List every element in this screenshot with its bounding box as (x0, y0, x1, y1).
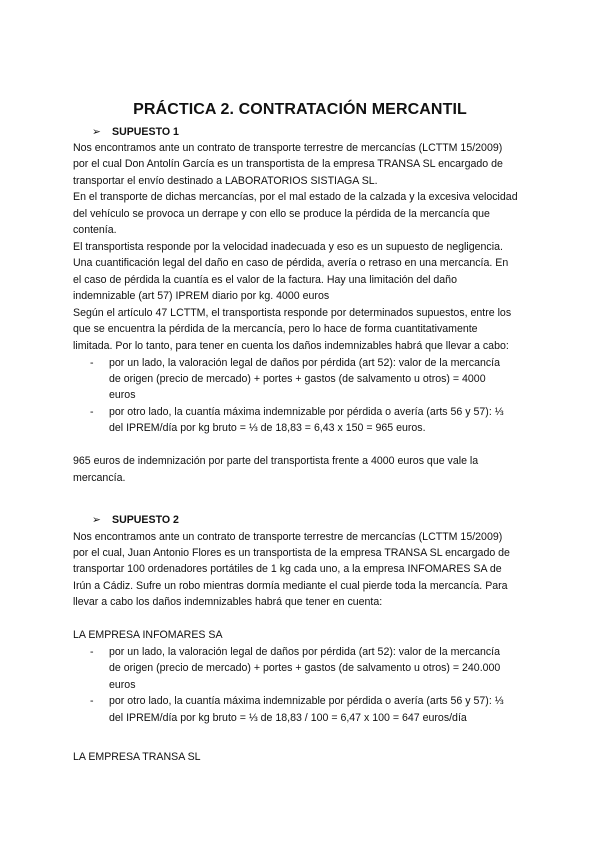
paragraph-line: El transportista responde por la velocidad inadecuada y eso es un supuesto de negligencia. (73, 241, 503, 253)
supuesto-1-heading-text: SUPUESTO 1 (112, 126, 179, 138)
supuesto-2-heading-text: SUPUESTO 2 (112, 514, 179, 526)
bullet-line: por un lado, la valoración legal de daños por pérdida (art 52): valor de la mercancía (109, 646, 501, 658)
paragraph-line: Nos encontramos ante un contrato de transporte terrestre de mercancías (LCTTM 15/2009) (73, 531, 503, 543)
bullet-line: de origen (precio de mercado) + portes + gastos (de salvamento u otros) = 240.000 (109, 662, 501, 674)
paragraph-line: Una cuantificación legal del daño en caso de pérdida, avería o retraso en una mercancía. En (73, 257, 509, 269)
paragraph-line: En el transporte de dichas mercancías, por el mal estado de la calzada y la excesiva velocidad (73, 191, 518, 203)
bullet-line: por otro lado, la cuantía máxima indemnizable por pérdida o avería (arts 56 y 57): ⅓ (109, 695, 504, 707)
bullet-line: euros (109, 679, 136, 691)
bullet-line: del IPREM/día por kg bruto = ⅓ de 18,83 = 6,43 x 150 = 965 euros. (109, 422, 426, 434)
company-heading-transa: LA EMPRESA TRANSA SL (73, 751, 201, 763)
paragraph-line: por el cual Don Antolín García es un transportista de la empresa TRANSA SL encargado de (73, 158, 503, 170)
arrow-bullet-icon: ➢ (92, 514, 101, 526)
paragraph-line: del vehículo se provoca un derrape y con ello se produce la pérdida de la mercancía que (73, 208, 490, 220)
paragraph-line: contenía. (73, 224, 117, 236)
bullet-line: por otro lado, la cuantía máxima indemnizable por pérdida o avería (arts 56 y 57): ⅓ (109, 406, 504, 418)
paragraph-line: limitada. Por lo tanto, para tener en cuenta los daños indemnizables habrá que llevar a cabo: (73, 340, 509, 352)
paragraph-line: indemnizable (art 57) IPREM diario por kg. 4000 euros (73, 290, 330, 302)
dash-bullet: - (90, 646, 94, 658)
dash-bullet: - (90, 695, 94, 707)
bullet-line: euros (109, 389, 136, 401)
paragraph-line: por el cual, Juan Antonio Flores es un transportista de la empresa TRANSA SL encargado de (73, 547, 510, 559)
conclusion-line: mercancía. (73, 472, 126, 484)
paragraph-line: transportar el envío destinado a LABORATORIOS SISTIAGA SL. (73, 175, 378, 187)
paragraph-line: Nos encontramos ante un contrato de transporte terrestre de mercancías (LCTTM 15/2009) (73, 142, 503, 154)
paragraph-line: llevar a cabo los daños indemnizables habrá que tener en cuenta: (73, 596, 383, 608)
bullet-line: por un lado, la valoración legal de daños por pérdida (art 52): valor de la mercancía (109, 357, 501, 369)
conclusion-line: 965 euros de indemnización por parte del transportista frente a 4000 euros que vale la (73, 455, 479, 467)
dash-bullet: - (90, 357, 94, 369)
page-title: PRÁCTICA 2. CONTRATACIÓN MERCANTIL (133, 101, 467, 118)
supuesto-1-heading (92, 125, 179, 139)
paragraph-line: Según el artículo 47 LCTTM, el transportista responde por determinados supuestos, entre los (73, 307, 512, 319)
paragraph-line: Irún a Cádiz. Sufre un robo mientras dormía mediante el cual pierde toda la mercancía. Para (73, 580, 508, 592)
paragraph-line: que se encuentra la pérdida de la mercancía, pero lo hace de forma cuantitativamente (73, 323, 478, 335)
dash-bullet: - (90, 406, 94, 418)
paragraph-line: transportar 100 ordenadores portátiles de 1 kg cada uno, a la empresa INFOMARES SA de (73, 563, 502, 575)
paragraph-line: el caso de pérdida la cuantía es el valor de la factura. Hay una limitación del daño (73, 274, 457, 286)
bullet-line: de origen (precio de mercado) + portes + gastos (de salvamento u otros) = 4000 (109, 373, 486, 385)
arrow-bullet-icon: ➢ (92, 126, 101, 138)
bullet-line: del IPREM/día por kg bruto = ⅓ de 18,83 / 100 = 6,47 x 100 = 647 euros/día (109, 712, 467, 724)
company-heading-infomares: LA EMPRESA INFOMARES SA (73, 629, 223, 641)
supuesto-2-heading (92, 513, 179, 527)
